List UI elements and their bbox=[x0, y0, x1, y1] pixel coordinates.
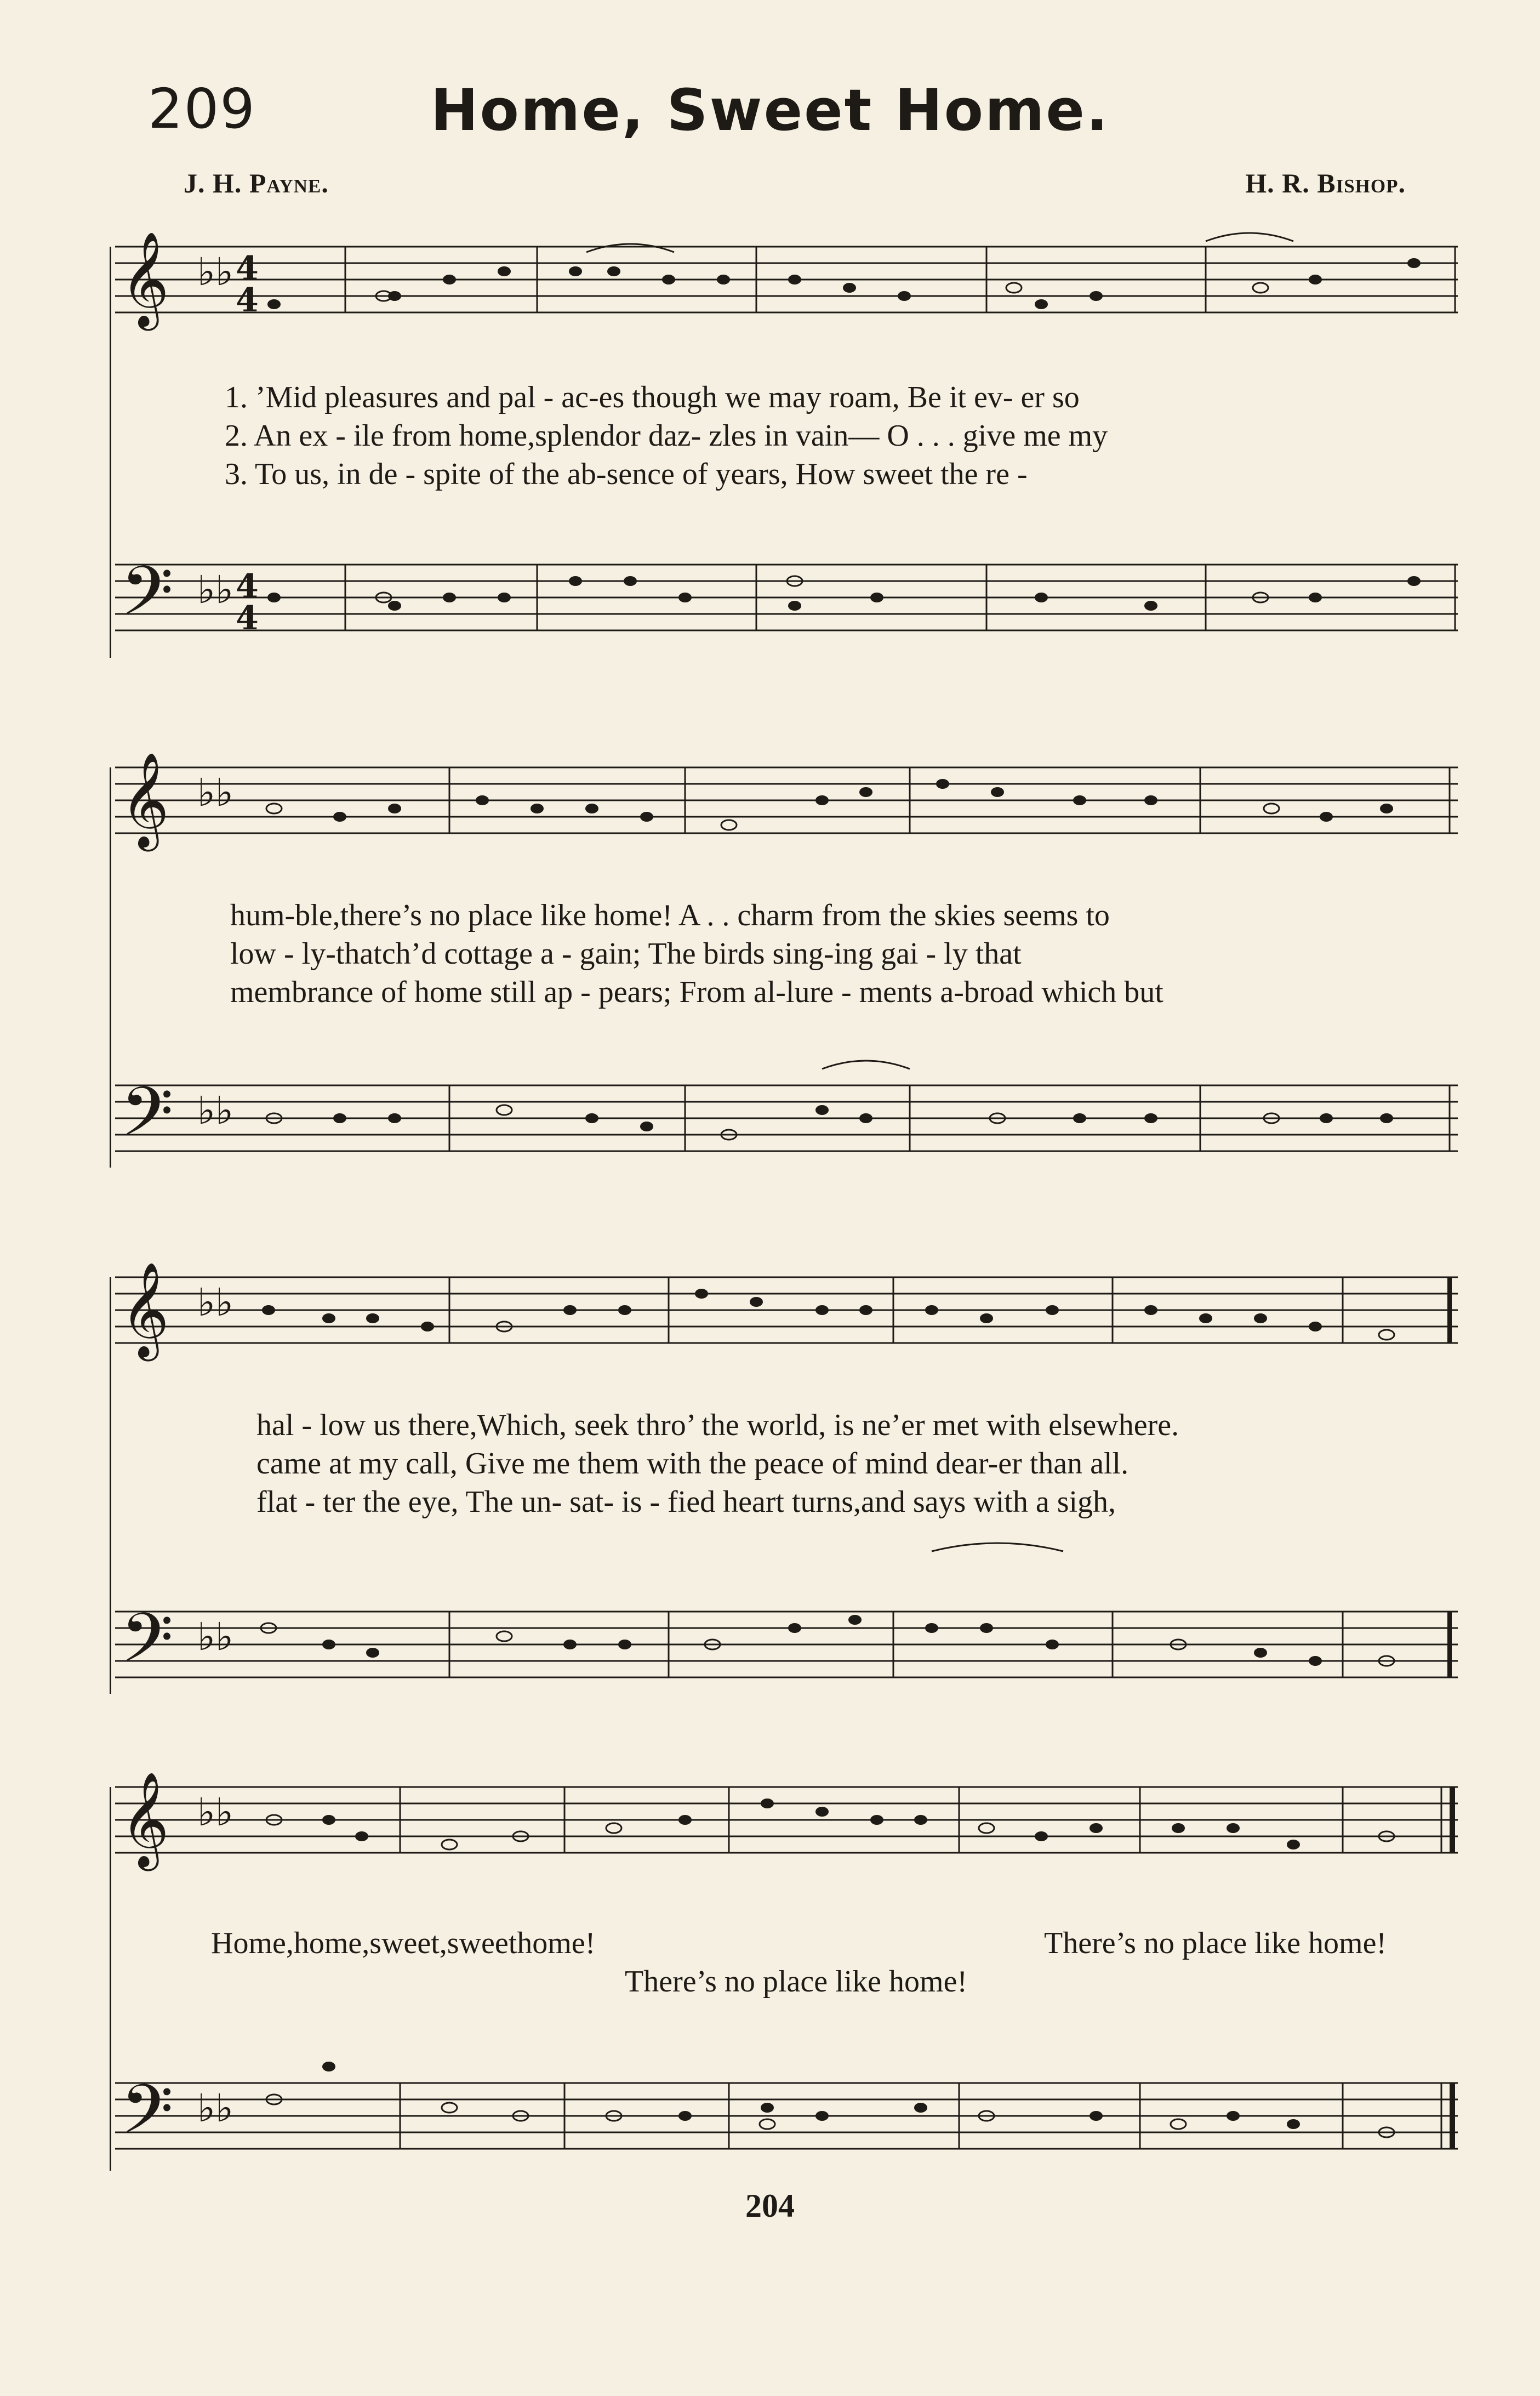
svg-text:𝄞: 𝄞 bbox=[121, 231, 169, 327]
svg-text:𝄢: 𝄢 bbox=[121, 1073, 174, 1168]
lyric-line: flat - ter the eye, The un- sat- is - fied heart turns,and says with a sigh, bbox=[256, 1485, 1116, 1519]
music-system-4 bbox=[110, 1765, 1458, 2176]
lyric-line: low - ly-thatch’d cottage a - gain; The birds sing-ing gai - ly that bbox=[230, 937, 1022, 971]
music-system-1 bbox=[110, 219, 1458, 669]
refrain-line-right: There’s no place like home! bbox=[1044, 1926, 1387, 1960]
svg-text:♭♭: ♭♭ bbox=[197, 2086, 234, 2131]
svg-text:𝄞: 𝄞 bbox=[121, 752, 169, 847]
svg-text:𝄞: 𝄞 bbox=[121, 1262, 169, 1357]
svg-text:♭♭: ♭♭ bbox=[197, 567, 234, 612]
hymn-number: 209 bbox=[148, 77, 256, 141]
svg-text:♭♭: ♭♭ bbox=[197, 770, 234, 815]
lyricist-credit: J. H. Payne. bbox=[184, 168, 329, 198]
svg-text:4: 4 bbox=[236, 249, 259, 288]
svg-text:♭♭: ♭♭ bbox=[197, 249, 234, 294]
hymn-title: Home, Sweet Home. bbox=[430, 77, 1110, 144]
svg-text:♭♭: ♭♭ bbox=[197, 1088, 234, 1133]
svg-text:4: 4 bbox=[236, 567, 259, 606]
svg-text:4: 4 bbox=[236, 599, 259, 638]
lyric-line: came at my call, Give me them with the peace of mind dear-er than all. bbox=[256, 1447, 1129, 1481]
composer-credit: H. R. Bishop. bbox=[1245, 168, 1406, 198]
lyric-line: hum-ble,there’s no place like home! A . . charm from the skies seems to bbox=[230, 898, 1110, 932]
svg-text:𝄞: 𝄞 bbox=[121, 1772, 169, 1867]
svg-text:♭♭: ♭♭ bbox=[197, 1790, 234, 1835]
svg-text:𝄢: 𝄢 bbox=[121, 552, 174, 647]
svg-text:♭♭: ♭♭ bbox=[197, 1280, 234, 1325]
svg-text:4: 4 bbox=[236, 281, 259, 320]
svg-text:♭♭: ♭♭ bbox=[197, 1614, 234, 1659]
lyric-line: 3. To us, in de - spite of the ab-sence of years, How sweet the re - bbox=[225, 457, 1028, 491]
lyric-line: 1. ’Mid pleasures and pal - ac-es though we may roam, Be it ev- er so bbox=[225, 380, 1080, 414]
refrain-line-left: Home,home,sweet,sweethome! bbox=[211, 1926, 596, 1960]
music-system-3 bbox=[110, 1244, 1458, 1699]
svg-text:𝄢: 𝄢 bbox=[121, 2070, 174, 2166]
lyric-line: 2. An ex - ile from home,splendor daz- zles in vain— O . . . give me my bbox=[225, 419, 1108, 453]
lyric-line: hal - low us there,Which, seek thro’ the world, is ne’er met with elsewhere. bbox=[256, 1408, 1179, 1442]
refrain-line-center: There’s no place like home! bbox=[625, 1965, 968, 1999]
music-system-2 bbox=[110, 735, 1458, 1173]
page-number: 204 bbox=[745, 2188, 795, 2224]
lyric-line: membrance of home still ap - pears; From al-lure - ments a-broad which but bbox=[230, 975, 1163, 1009]
svg-text:𝄢: 𝄢 bbox=[121, 1599, 174, 1694]
